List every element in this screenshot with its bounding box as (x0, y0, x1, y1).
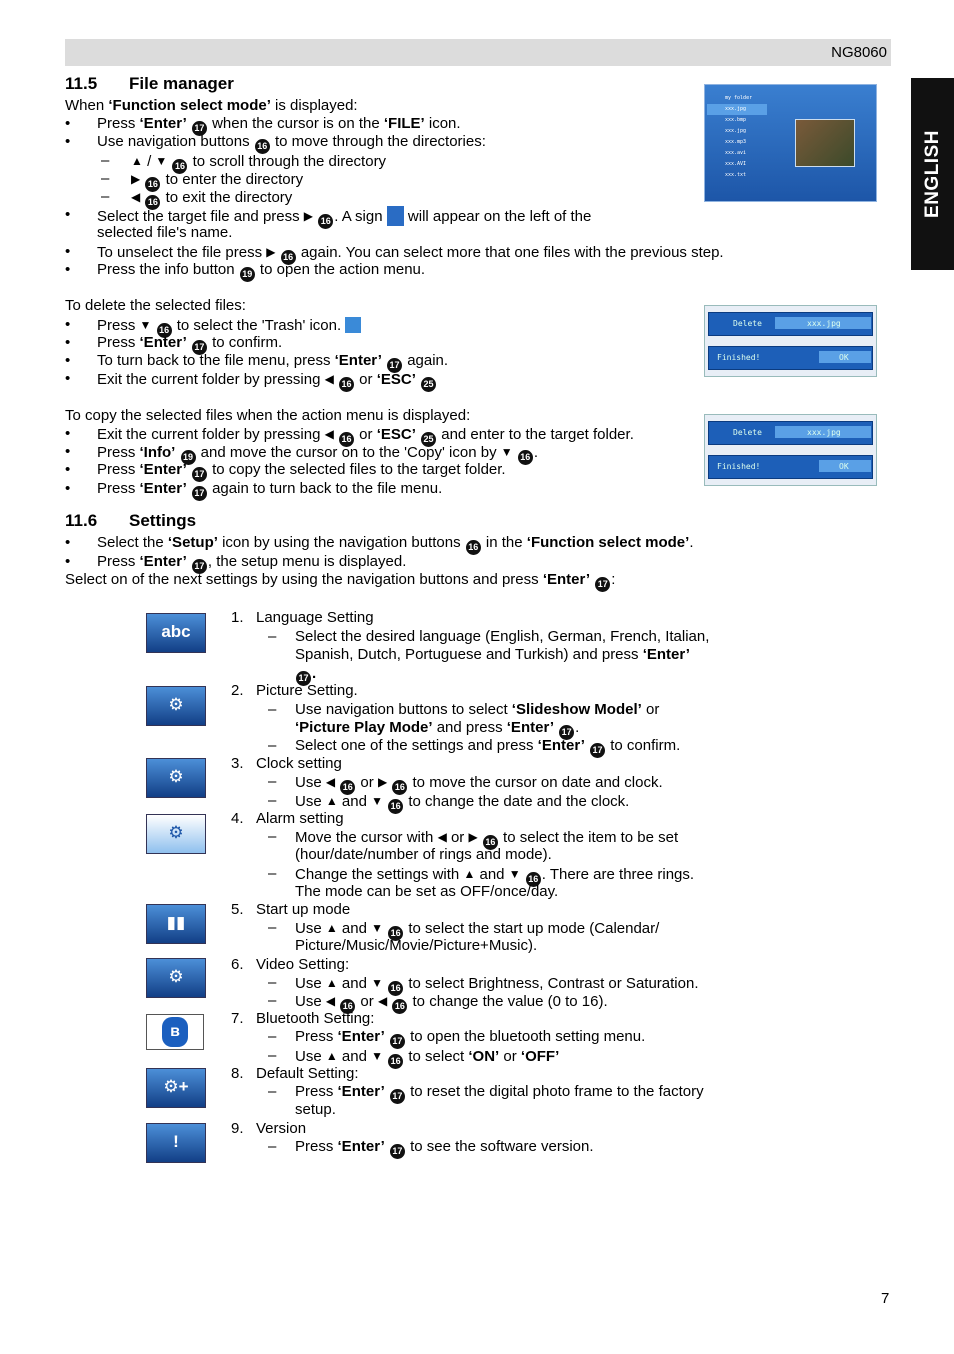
list-item: Press ‘Info’ 19 and move the cursor on to the 'Copy' icon by ▼ 16 . (97, 443, 538, 465)
setting-item: 3. (231, 755, 244, 772)
section-11-6-heading: 11.6 Settings (65, 511, 197, 530)
copy-dialog-screenshot: Delete xxx.jpg Finished! OK (704, 414, 877, 486)
text-line: Press ‘Enter’ 17 to reset the digital photo frame to the factory (295, 1083, 704, 1104)
left-arrow-icon: ◀ (325, 994, 336, 1008)
text-line: Move the cursor with ◀ or ▶ 16 to select the item to be set (295, 828, 678, 850)
button-16-icon: 16 (526, 872, 541, 887)
language-tab-label: ENGLISH (921, 130, 943, 218)
setting-item: 8. (231, 1065, 244, 1082)
header-bar (65, 39, 891, 66)
setting-title: Clock setting (256, 755, 342, 772)
button-16-icon: 16 (157, 323, 172, 338)
up-arrow-icon: ▲ (325, 976, 338, 990)
dash: – (268, 992, 277, 1009)
text-line: Use navigation buttons to select ‘Slideshow Model’ or (295, 701, 660, 718)
setting-item: 4. (231, 810, 244, 827)
text-line: Select the desired language (English, German, French, Italian, (295, 628, 710, 645)
dash: – (268, 792, 277, 809)
list-item: • (65, 115, 71, 132)
dash: – (268, 1138, 277, 1155)
dash: – (268, 1028, 277, 1045)
picture-setting-icon: ⚙ (146, 686, 206, 726)
down-arrow-icon: ▼ (371, 1049, 383, 1063)
bullet: • (65, 443, 71, 460)
dash: – (268, 865, 277, 882)
button-16-icon: 16 (388, 799, 403, 814)
setting-item: 7. (231, 1010, 244, 1027)
button-16-icon: 16 (255, 139, 270, 154)
button-16-icon: 16 (483, 835, 498, 850)
setting-title: Picture Setting. (256, 682, 358, 699)
down-arrow-icon: ▼ (371, 921, 383, 935)
button-16-icon: 16 (318, 214, 333, 229)
up-arrow-icon: ▲ (325, 921, 338, 935)
text-line: Picture/Music/Movie/Picture+Music). (295, 937, 538, 954)
clock-setting-icon: ⚙ (146, 758, 206, 798)
button-17-icon: 17 (387, 358, 402, 373)
version-icon: ! (146, 1123, 206, 1163)
text-line: setup. (295, 1101, 336, 1118)
button-16-icon: 16 (339, 432, 354, 447)
dash: – (101, 170, 110, 187)
bullet: • (65, 370, 71, 387)
text-line: To delete the selected files: (65, 297, 246, 314)
button-17-icon: 17 (192, 559, 207, 574)
right-arrow-icon: ▶ (303, 209, 314, 223)
list-item: ◀ 16 to exit the directory (131, 188, 292, 210)
button-16-icon: 16 (172, 159, 187, 174)
button-16-icon: 16 (339, 377, 354, 392)
setting-title: Start up mode (256, 901, 351, 918)
language-tab (911, 78, 954, 270)
bullet: • (65, 243, 71, 260)
button-16-icon: 16 (388, 981, 403, 996)
button-16-icon: 16 (281, 250, 296, 265)
page-number: 7 (881, 1290, 890, 1307)
list-item: Press ‘Enter’ 17 when the cursor is on the ‘FILE’ icon. (97, 115, 461, 136)
dash: – (101, 188, 110, 205)
dash: – (268, 1047, 277, 1064)
trash-icon (345, 317, 361, 333)
thumb-file-item: my folder (725, 95, 753, 101)
button-16-icon: 16 (388, 1054, 403, 1069)
list-item: Press ‘Enter’ 17 , the setup menu is displayed. (97, 553, 406, 574)
default-setting-icon: ⚙+ (146, 1068, 206, 1108)
down-arrow-icon: ▼ (371, 976, 383, 990)
bullet: • (65, 553, 71, 570)
button-25-icon: 25 (421, 432, 436, 447)
button-17-icon: 17 (390, 1144, 405, 1159)
setting-title: Bluetooth Setting: (256, 1010, 375, 1027)
right-arrow-icon: ▶ (131, 172, 141, 186)
button-17-icon: 17 (595, 577, 610, 592)
up-arrow-icon: ▲ (131, 154, 143, 168)
button-17-icon: 17 (192, 467, 207, 482)
dash: – (268, 773, 277, 790)
list-item: Press ▼ 16 to select the 'Trash' icon. (97, 316, 361, 338)
text-line: selected file's name. (97, 224, 233, 241)
video-setting-icon: ⚙ (146, 958, 206, 998)
down-arrow-icon: ▼ (139, 318, 152, 332)
text-line: Press ‘Enter’ 17 to open the bluetooth setting menu. (295, 1028, 645, 1049)
down-arrow-icon: ▼ (371, 794, 383, 808)
button-17-icon: 17 (192, 486, 207, 501)
right-arrow-icon: ▶ (266, 245, 276, 259)
select-mark-icon (387, 206, 404, 226)
thumb-file-item: xxx.jpg (707, 104, 767, 115)
left-arrow-icon: ◀ (437, 830, 447, 844)
left-arrow-icon: ◀ (324, 427, 334, 441)
button-16-icon: 16 (145, 177, 160, 192)
down-arrow-icon: ▼ (508, 867, 521, 881)
list-item: Press ‘Enter’ 17 again to turn back to the file menu. (97, 480, 442, 501)
left-arrow-icon: ◀ (131, 190, 141, 204)
button-19-icon: 19 (181, 450, 196, 465)
list-item: To unselect the file press ▶ 16 again. You can select more that one files with the previous step. (97, 243, 724, 265)
file-manager-screenshot (704, 84, 877, 202)
thumb-file-item: xxx.jpg (725, 128, 747, 134)
alarm-setting-icon: ⚙ (146, 814, 206, 854)
list-item: Select the target file and press ▶ 16 . A sign will appear on the left of the (97, 206, 591, 229)
button-16-icon: 16 (466, 540, 481, 555)
setting-title: Default Setting: (256, 1065, 359, 1082)
button-17-icon: 17 (390, 1034, 405, 1049)
up-arrow-icon: ▲ (463, 867, 476, 881)
text-line: Use ◀ 16 or ▶ 16 to move the cursor on date and clock. (295, 773, 663, 795)
left-arrow-icon: ◀ (377, 994, 388, 1008)
setting-title: Version (256, 1120, 307, 1137)
button-17-icon: 17 (192, 121, 207, 136)
setting-item: 2. (231, 682, 244, 699)
text-line: Select one of the settings and press ‘Enter’ 17 to confirm. (295, 737, 680, 758)
list-item: Press ‘Enter’ 17 to confirm. (97, 334, 282, 355)
list-item: ▶ 16 to enter the directory (131, 170, 303, 192)
text-line: Use ▲ and ▼ 16 to change the date and the clock. (295, 792, 629, 814)
bullet: • (65, 461, 71, 478)
dash: – (268, 974, 277, 991)
text-line: The mode can be set as OFF/once/day. (295, 883, 559, 900)
list-item: Use navigation buttons 16 to move through the directories: (97, 133, 486, 154)
dash: – (101, 152, 110, 169)
text-line: Use ▲ and ▼ 16 to select the start up mode (Calendar/ (295, 919, 659, 941)
text-line: (hour/date/number of rings and mode). (295, 846, 552, 863)
model-label: NG8060 (831, 44, 887, 61)
button-16-icon: 16 (388, 926, 403, 941)
bullet: • (65, 261, 71, 278)
startup-mode-icon: ▮▮ (146, 904, 206, 944)
button-16-icon: 16 (392, 780, 407, 795)
bullet: • (65, 352, 71, 369)
text-line: Use ▲ and ▼ 16 to select Brightness, Contrast or Saturation. (295, 974, 698, 996)
list-item: Exit the current folder by pressing ◀ 16 or ‘ESC’ 25 (97, 370, 437, 392)
dash: – (268, 1083, 277, 1100)
language-setting-icon: abc (146, 613, 206, 653)
text-line: Use ◀ 16 or ◀ 16 to change the value (0 to 16). (295, 992, 608, 1014)
setting-title: Alarm setting (256, 810, 344, 827)
text-line: Press ‘Enter’ 17 to see the software version. (295, 1138, 594, 1159)
setting-item: 5. (231, 901, 244, 918)
bullet: • (65, 316, 71, 333)
button-16-icon: 16 (340, 999, 355, 1014)
thumb-file-item: xxx.bmp (725, 117, 747, 123)
dash: – (268, 737, 277, 754)
button-16-icon: 16 (392, 999, 407, 1014)
thumb-file-item: xxx.txt (725, 172, 747, 178)
setting-title: Language Setting (256, 609, 374, 626)
button-16-icon: 16 (518, 450, 533, 465)
right-arrow-icon: ▶ (468, 830, 478, 844)
list-item: Press the info button 19 to open the action menu. (97, 261, 425, 282)
left-arrow-icon: ◀ (325, 775, 336, 789)
list-item: Press ‘Enter’ 17 to copy the selected files to the target folder. (97, 461, 506, 482)
delete-dialog-screenshot: Delete xxx.jpg Finished! OK (704, 305, 877, 377)
button-17-icon: 17 (390, 1089, 405, 1104)
dash: – (268, 919, 277, 936)
list-item: To turn back to the file menu, press ‘Enter’ 17 again. (97, 352, 448, 373)
setting-item: 9. (231, 1120, 244, 1137)
text-line: To copy the selected files when the action menu is displayed: (65, 407, 471, 424)
button-17-icon: 17 (590, 743, 605, 758)
bullet: • (65, 334, 71, 351)
thumb-file-item: xxx.avi (725, 150, 747, 156)
bullet: • (65, 133, 71, 150)
button-25-icon: 25 (421, 377, 436, 392)
text-line: When ‘Function select mode’ is displayed: (65, 97, 358, 114)
text-line: Change the settings with ▲ and ▼ 16 . There are three rings. (295, 865, 694, 887)
section-11-5-heading: 11.5 File manager (65, 74, 234, 93)
down-arrow-icon: ▼ (500, 445, 513, 459)
bullet: • (65, 425, 71, 442)
text-line: Spanish, Dutch, Portuguese and Turkish) and press ‘Enter’ (295, 646, 690, 663)
up-arrow-icon: ▲ (325, 794, 338, 808)
list-item: Exit the current folder by pressing ◀ 16 or ‘ESC’ 25 and enter to the target folder. (97, 425, 634, 447)
button-16-icon: 16 (145, 195, 160, 210)
text-line: Select on of the next settings by using the navigation buttons and press ‘Enter’ 17 : (65, 571, 615, 592)
list-item: ▲ / ▼ 16 to scroll through the directory (131, 152, 386, 174)
thumb-file-item: xxx.mp3 (725, 139, 747, 145)
bluetooth-icon: ʙ (146, 1014, 204, 1050)
dash: – (268, 701, 277, 718)
bullet: • (65, 206, 71, 223)
text-line: ‘Picture Play Mode’ and press ‘Enter’ 17 . (295, 719, 579, 740)
button-17-icon: 17 (192, 340, 207, 355)
right-arrow-icon: ▶ (377, 775, 388, 789)
setting-item: 1. (231, 609, 244, 626)
photo-preview (795, 119, 855, 167)
text-line: 17 . (295, 665, 316, 686)
up-arrow-icon: ▲ (325, 1049, 338, 1063)
dash: – (268, 628, 277, 645)
bullet: • (65, 534, 71, 551)
thumb-file-item: xxx.AVI (725, 161, 747, 167)
button-16-icon: 16 (340, 780, 355, 795)
setting-title: Video Setting: (256, 956, 350, 973)
bullet: • (65, 480, 71, 497)
left-arrow-icon: ◀ (324, 372, 334, 386)
button-19-icon: 19 (240, 267, 255, 282)
button-17-icon: 17 (296, 671, 311, 686)
list-item: Select the ‘Setup’ icon by using the navigation buttons 16 in the ‘Function select mode’. (97, 534, 693, 555)
setting-item: 6. (231, 956, 244, 973)
dash: – (268, 828, 277, 845)
text-line: Use ▲ and ▼ 16 to select ‘ON’ or ‘OFF’ (295, 1047, 559, 1069)
button-17-icon: 17 (559, 725, 574, 740)
down-arrow-icon: ▼ (155, 154, 168, 168)
